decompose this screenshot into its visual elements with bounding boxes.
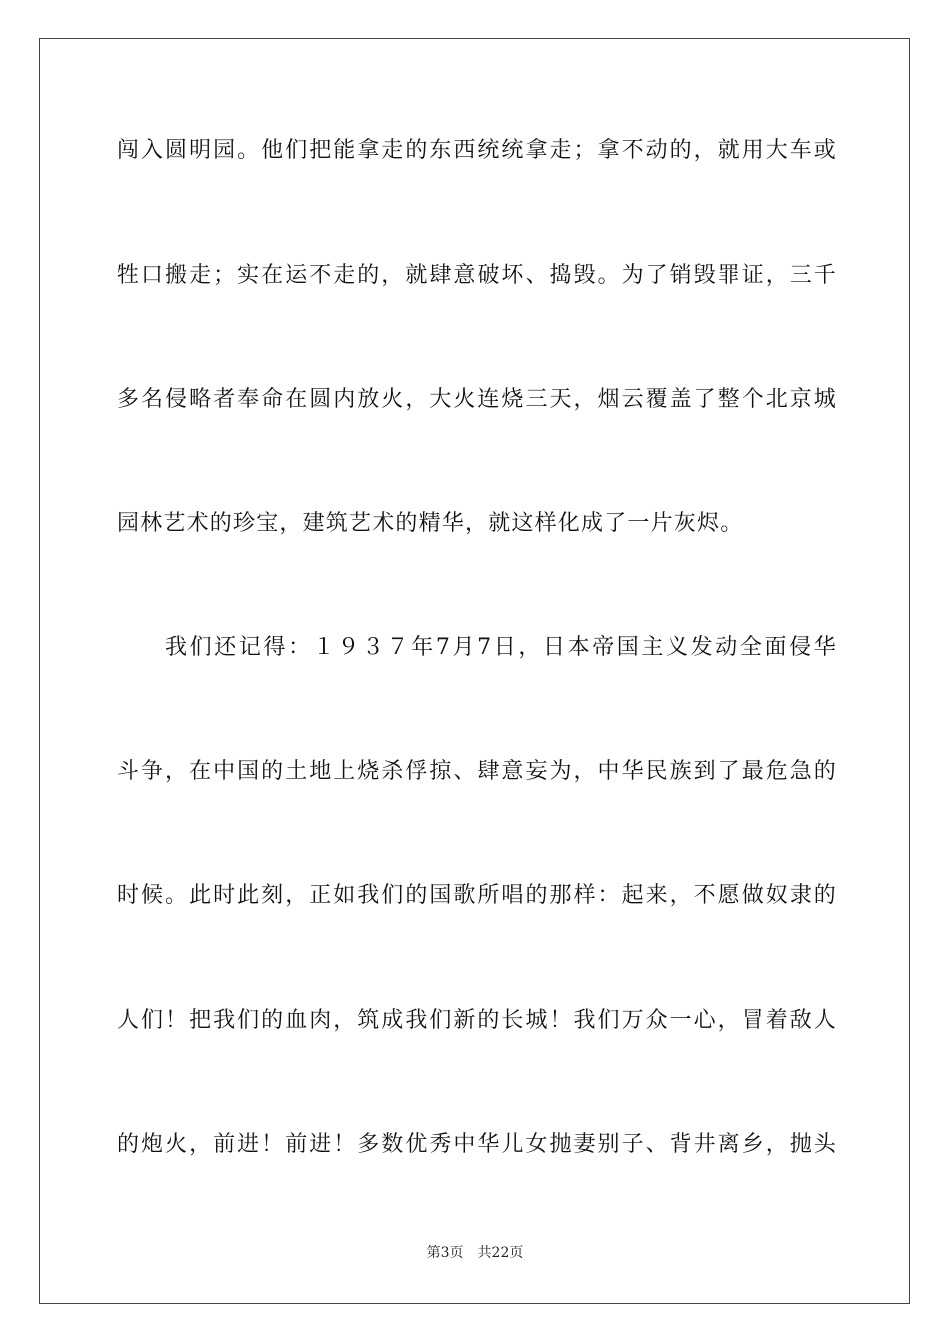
page-number: 第3页 — [426, 1245, 464, 1261]
paragraph-line-2: 牲口搬走；实在运不走的，就肆意破坏、捣毁。为了销毁罪证，三千 — [117, 263, 837, 288]
page-total: 共22页 — [477, 1245, 524, 1261]
page-border — [39, 38, 910, 1304]
paragraph-line-3: 多名侵略者奉命在圆内放火，大火连烧三天，烟云覆盖了整个北京城 — [117, 387, 837, 412]
paragraph-line-5: 我们还记得：１９３７年7月7日，日本帝国主义发动全面侵华 — [165, 635, 837, 660]
paragraph-line-4: 园林艺术的珍宝，建筑艺术的精华，就这样化成了一片灰烬。 — [117, 511, 744, 536]
paragraph-line-7: 时候。此时此刻，正如我们的国歌所唱的那样：起来，不愿做奴隶的 — [117, 883, 837, 908]
paragraph-line-9: 的炮火，前进！前进！多数优秀中华儿女抛妻别子、背井离乡，抛头 — [117, 1132, 837, 1157]
paragraph-line-1: 闯入圆明园。他们把能拿走的东西统统拿走；拿不动的，就用大车或 — [117, 138, 837, 163]
page-footer — [0, 1244, 950, 1262]
paragraph-line-6: 斗争，在中国的土地上烧杀俘掠、肆意妄为，中华民族到了最危急的 — [117, 759, 837, 784]
paragraph-line-8: 人们！把我们的血肉，筑成我们新的长城！我们万众一心，冒着敌人 — [117, 1008, 837, 1033]
